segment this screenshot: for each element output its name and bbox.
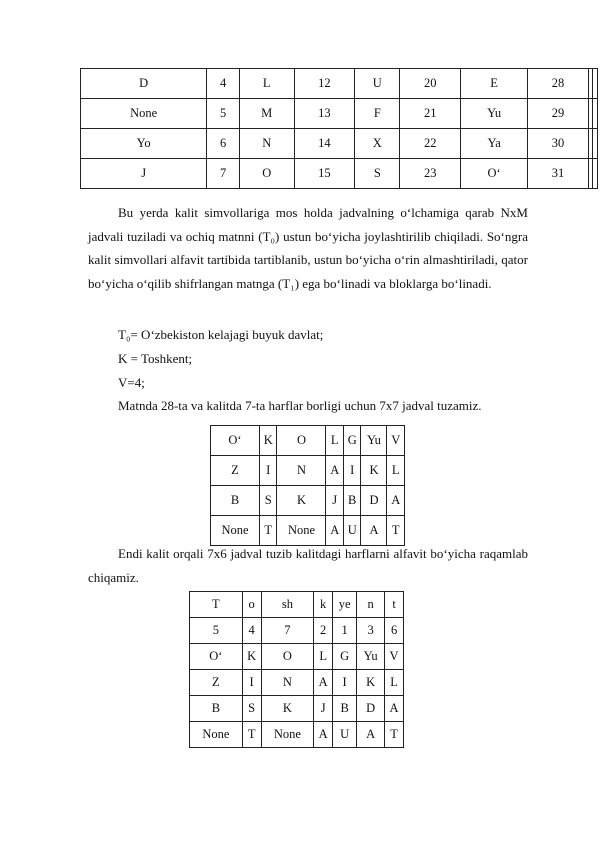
table-cell: K (259, 426, 277, 456)
table-cell: 5 (207, 99, 240, 129)
table-cell (593, 159, 598, 189)
table-cell: n (357, 592, 385, 618)
table-cell: O‘ (211, 426, 260, 456)
table-cell: M (239, 99, 294, 129)
table-cell: L (385, 670, 404, 696)
table-cell: K (261, 696, 314, 722)
table-cell: Z (211, 456, 260, 486)
table-cell: U (333, 722, 357, 748)
table-row (81, 99, 598, 129)
table-cell: B (211, 486, 260, 516)
table-cell: V (385, 644, 404, 670)
table-cell: U (343, 516, 361, 546)
table-cell: L (314, 644, 333, 670)
table-cell: A (326, 516, 344, 546)
table-cell: 31 (528, 159, 589, 189)
table-cell: None (277, 516, 326, 546)
table-cell: A (314, 670, 333, 696)
table-row (190, 592, 404, 618)
table-cell: 12 (294, 69, 355, 99)
table-cell: 21 (400, 99, 461, 129)
table-cell: B (190, 696, 243, 722)
table-row (211, 516, 405, 546)
table-cell: None (261, 722, 314, 748)
table-cell: L (387, 456, 405, 486)
table-cell: S (259, 486, 277, 516)
table-cell: E (461, 69, 528, 99)
table-cell: 4 (242, 618, 261, 644)
table-row (81, 129, 598, 159)
table-cell: N (277, 456, 326, 486)
matnda-line: Matnda 28-ta va kalitda 7-ta harflar borligi uchun 7x7 jadval tuzamiz. (118, 398, 482, 413)
table-row (211, 456, 405, 486)
table-cell: B (343, 486, 361, 516)
table-cell: K (277, 486, 326, 516)
paragraph-explanation: Bu yerda kalit simvollariga mos holda jadvalning o‘lchamiga qarab NxM jadvali tuziladi va ochiq matnni (T₀) ustun bo‘yicha joylashtirilib chiqiladi. So‘ngra kalit simvollari alfavit tartibida tartiblanib, ustun bo‘yicha o‘rin almashtiriladi, qator bo‘yicha o‘qilib shifrlangan matnga (T₁) ega bo‘linadi va bloklarga bo‘linadi. (88, 205, 528, 291)
table-cell: K (357, 670, 385, 696)
table-cell: T (242, 722, 261, 748)
table-cell: L (326, 426, 344, 456)
table-cell: O‘ (190, 644, 243, 670)
table-cell: 4 (207, 69, 240, 99)
table-cell: J (81, 159, 207, 189)
table-cell: G (343, 426, 361, 456)
table-cell: A (326, 456, 344, 486)
paragraph-endi: Endi kalit orqali 7x6 jadval tuzib kalitdagi harflarni alfavit bo‘yicha raqamlab chiqamiz. (88, 546, 528, 585)
table-row (190, 618, 404, 644)
table-cell: None (81, 99, 207, 129)
table-cell: U (355, 69, 400, 99)
table-cell: 5 (190, 618, 243, 644)
table-cell: J (326, 486, 344, 516)
table-cell: A (361, 516, 387, 546)
table-cell: S (242, 696, 261, 722)
key-numbered-table (189, 591, 404, 748)
table-cell: O (277, 426, 326, 456)
table-cell: Yo (81, 129, 207, 159)
table-cell: k (314, 592, 333, 618)
table-cell: I (343, 456, 361, 486)
table-row (190, 722, 404, 748)
table-cell: 1 (333, 618, 357, 644)
table-cell: I (259, 456, 277, 486)
table-row (190, 670, 404, 696)
table-cell: Yu (361, 426, 387, 456)
table-cell: None (211, 516, 260, 546)
alphabet-number-table (80, 68, 598, 189)
table-cell: D (357, 696, 385, 722)
table-7x7 (210, 425, 405, 546)
table-cell: 28 (528, 69, 589, 99)
table-cell: 15 (294, 159, 355, 189)
table-cell: D (81, 69, 207, 99)
table-cell: O‘ (461, 159, 528, 189)
table-row (211, 426, 405, 456)
table-cell: N (239, 129, 294, 159)
table-cell: 22 (400, 129, 461, 159)
table-cell: J (314, 696, 333, 722)
table-cell: O (239, 159, 294, 189)
table-cell: 30 (528, 129, 589, 159)
table-cell: T (385, 722, 404, 748)
table-row (211, 486, 405, 516)
table-cell: 7 (207, 159, 240, 189)
table-cell: t (385, 592, 404, 618)
table-cell: L (239, 69, 294, 99)
key-line: K = Toshkent; (118, 351, 193, 366)
table-cell: 7 (261, 618, 314, 644)
table-cell: 23 (400, 159, 461, 189)
table-cell: sh (261, 592, 314, 618)
table-cell: F (355, 99, 400, 129)
table-cell (593, 129, 598, 159)
table-cell: Yu (461, 99, 528, 129)
table-cell: 6 (207, 129, 240, 159)
table-cell: T (190, 592, 243, 618)
table-cell: 2 (314, 618, 333, 644)
table-cell: O (261, 644, 314, 670)
table-cell: I (333, 670, 357, 696)
table-cell: I (242, 670, 261, 696)
table-cell: ye (333, 592, 357, 618)
table-cell: T (387, 516, 405, 546)
table-cell: Z (190, 670, 243, 696)
table-row (190, 696, 404, 722)
table-cell: Ya (461, 129, 528, 159)
table-cell: X (355, 129, 400, 159)
table-cell: T (259, 516, 277, 546)
table-cell: 14 (294, 129, 355, 159)
table-cell: B (333, 696, 357, 722)
table-cell: K (361, 456, 387, 486)
table-row (81, 159, 598, 189)
table-cell: A (314, 722, 333, 748)
table-cell: D (361, 486, 387, 516)
table-cell: V (387, 426, 405, 456)
table-cell: S (355, 159, 400, 189)
table-row (190, 644, 404, 670)
table-cell: Yu (357, 644, 385, 670)
table-cell (593, 99, 598, 129)
table-cell: 13 (294, 99, 355, 129)
table-cell: N (261, 670, 314, 696)
table-cell: A (357, 722, 385, 748)
table-cell: 6 (385, 618, 404, 644)
plaintext-line: T₀= O‘zbekiston kelajagi buyuk davlat; (118, 327, 324, 342)
table-cell: 20 (400, 69, 461, 99)
v-line: V=4; (118, 375, 145, 390)
table-cell: o (242, 592, 261, 618)
table-row (81, 69, 598, 99)
table-cell (593, 69, 598, 99)
table-cell: 3 (357, 618, 385, 644)
table-cell: A (385, 696, 404, 722)
table-cell: A (387, 486, 405, 516)
table-cell: 29 (528, 99, 589, 129)
table-cell: K (242, 644, 261, 670)
table-cell: G (333, 644, 357, 670)
table-cell: None (190, 722, 243, 748)
